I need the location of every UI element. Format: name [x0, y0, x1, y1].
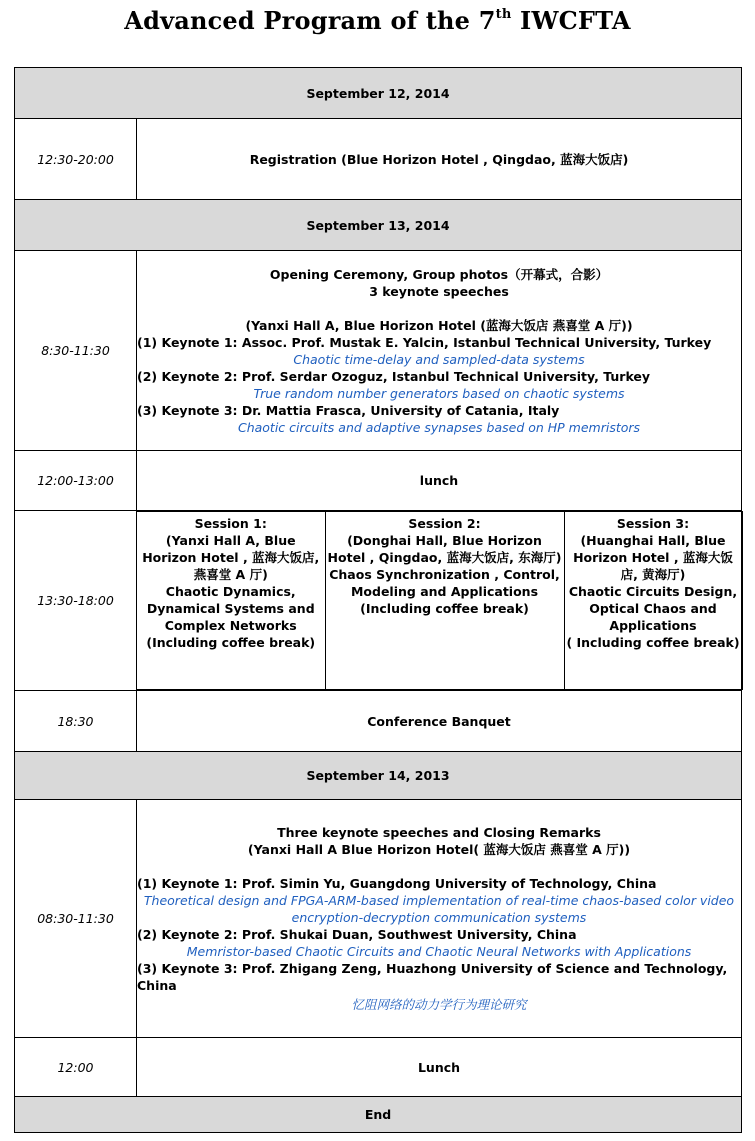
date-row-sep14 — [15, 752, 742, 800]
keynote-speaker: China — [137, 978, 177, 993]
sessions-table — [137, 511, 743, 690]
opening-ceremony: Opening Ceremony, Group photos（开幕式，合影） — [269, 266, 609, 282]
time-lunch: 12:00 — [15, 1038, 137, 1097]
date-row-sep13 — [15, 200, 742, 251]
session-1: Session 1: (Yanxi Hall A, Blue Horizon Hotel , 蓝海大饭店, 燕喜堂 A 厅) Chaotic Dynamics, Dynamical Systems and Complex Networks (Including coffee break) — [137, 512, 325, 690]
opening-venue: (Yanxi Hall A, Blue Horizon Hotel (蓝海大饭店 燕喜堂 A 厅)) — [245, 317, 633, 333]
keynote-speaker: (1) Keynote 1: Assoc. Prof. Mustak E. Yalcin, Istanbul Technical University, Turkey — [137, 334, 712, 350]
keynote-speaker: (1) Keynote 1: Prof. Simin Yu, Guangdong University of Technology, China — [137, 876, 657, 891]
registration-row — [15, 119, 742, 200]
session-3: Session 3: (Huanghai Hall, Blue Horizon Hotel , 蓝海大饭 店, 黄海厅) Chaotic Circuits Design, Optical Chaos and Applications ( Including coffee break) — [564, 512, 742, 690]
opening-row — [15, 251, 742, 451]
title-superscript: th — [495, 7, 512, 22]
date-row-sep12 — [15, 68, 742, 119]
keynote-topic: Chaotic time-delay and sampled-data systems — [293, 351, 585, 367]
closing-venue: (Yanxi Hall A Blue Horizon Hotel( 蓝海大饭店 燕喜堂 A 厅)) — [247, 842, 631, 857]
lunch-text: lunch — [137, 451, 742, 511]
keynote-topic: 忆阻网络的动力学行为理论研究 — [351, 997, 527, 1012]
keynote-topic: Theoretical design and FPGA-ARM-based implementation of real-time chaos-based color video — [143, 893, 735, 908]
banquet-text: Conference Banquet — [137, 691, 742, 752]
keynote-topic: True random number generators based on chaotic systems — [253, 385, 625, 401]
lunch-row-sep14 — [15, 1038, 742, 1097]
time-closing: 08:30-11:30 — [15, 800, 137, 1038]
keynotes-count: 3 keynote speeches — [369, 283, 509, 299]
keynote-speaker: (2) Keynote 2: Prof. Serdar Ozoguz, Istanbul Technical University, Turkey — [137, 368, 651, 384]
closing-heading: Three keynote speeches and Closing Remarks — [277, 825, 601, 840]
closing-row — [15, 800, 742, 1038]
time-registration: 12:30-20:00 — [15, 119, 137, 200]
time-banquet: 18:30 — [15, 691, 137, 752]
time-sessions: 13:30-18:00 — [15, 511, 137, 691]
keynote-speaker: (3) Keynote 3: Dr. Mattia Frasca, University of Catania, Italy — [137, 402, 560, 418]
keynote-speaker: (3) Keynote 3: Prof. Zhigang Zeng, Huazhong University of Science and Technology, — [137, 961, 728, 976]
registration-text: Registration (Blue Horizon Hotel , Qingdao, 蓝海大饭店) — [137, 119, 742, 200]
end-label: End — [15, 1097, 742, 1133]
page-title: Advanced Program of the 7th IWCFTA — [124, 6, 631, 35]
opening-cell — [137, 251, 742, 451]
lunch-row-sep13 — [15, 451, 742, 511]
closing-cell — [137, 800, 742, 1038]
keynote-topic: Chaotic circuits and adaptive synapses based on HP memristors — [237, 419, 641, 435]
keynote-topic: Memristor-based Chaotic Circuits and Chaotic Neural Networks with Applications — [186, 944, 692, 959]
time-opening: 8:30-11:30 — [15, 251, 137, 451]
banquet-row — [15, 691, 742, 752]
sessions-cell — [137, 511, 742, 691]
program-table — [14, 67, 742, 1133]
date-sep13: September 13, 2014 — [15, 200, 742, 251]
keynote-speaker: (2) Keynote 2: Prof. Shukai Duan, Southwest University, China — [137, 927, 577, 942]
keynote-topic: encryption-decryption communication systems — [291, 910, 587, 925]
date-sep12: September 12, 2014 — [15, 68, 742, 119]
date-sep14: September 14, 2013 — [15, 752, 742, 800]
lunch-text: Lunch — [137, 1038, 742, 1097]
sessions-row — [15, 511, 742, 691]
time-lunch: 12:00-13:00 — [15, 451, 137, 511]
end-row — [15, 1097, 742, 1133]
session-2: Session 2: (Donghai Hall, Blue Horizon Hotel , Qingdao, 蓝海大饭店, 东海厅) Chaos Synchronization , Control, Modeling and Applications (Including coffee break) — [325, 512, 564, 690]
